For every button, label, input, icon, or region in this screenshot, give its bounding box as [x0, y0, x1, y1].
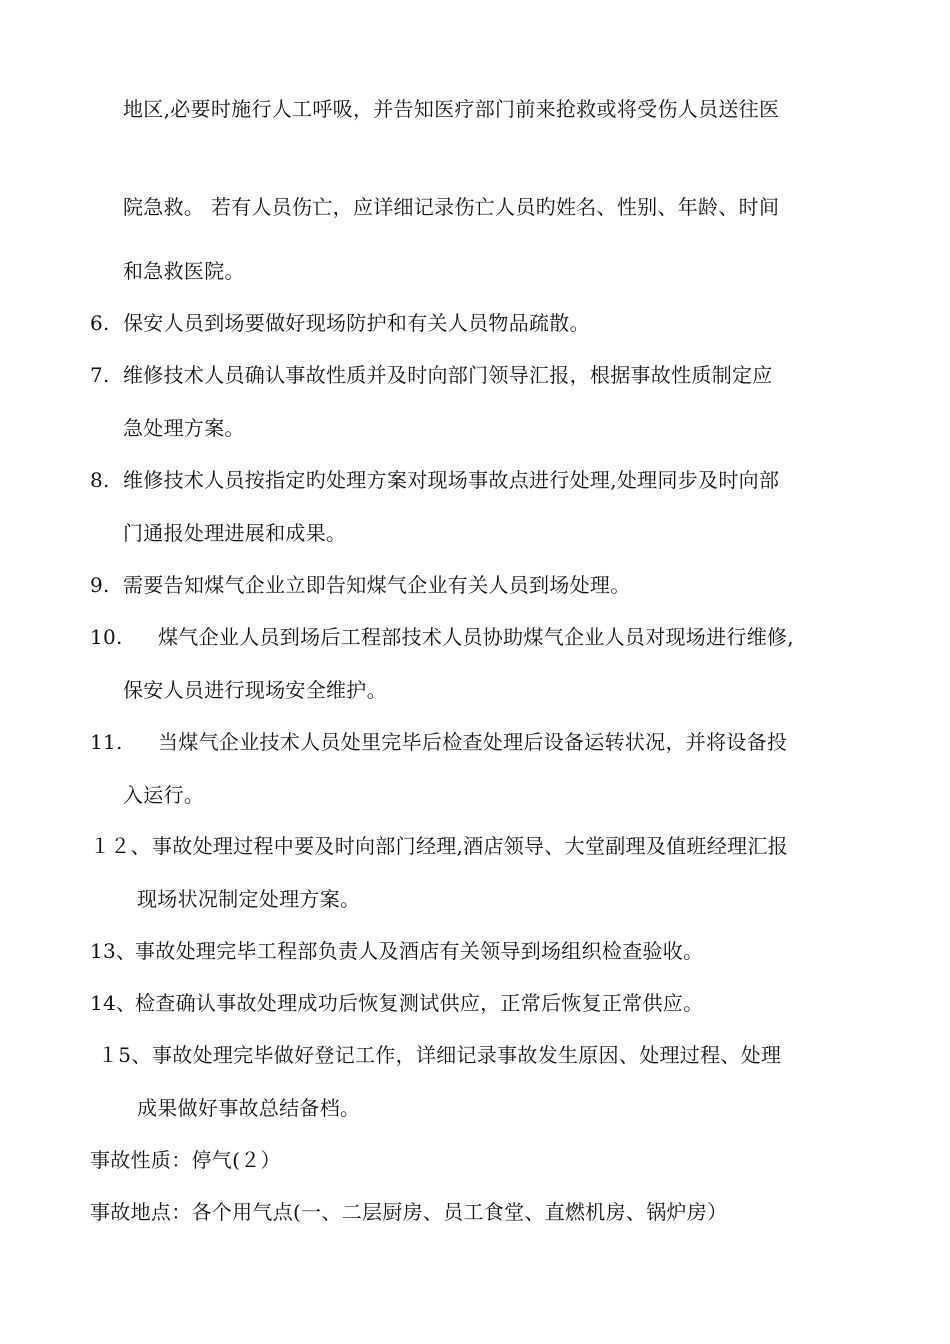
accident-nature: 事故性质：停气(２）: [90, 1148, 281, 1172]
item-continuation: 门通报处理进展和成果。: [123, 521, 347, 545]
accident-location: 事故地点：各个用气点(一、二层厨房、员工食堂、直燃机房、锅炉房）: [90, 1200, 728, 1224]
item-continuation: 保安人员进行现场安全维护。: [123, 678, 387, 702]
item-continuation: 成果做好事故总结备档。: [137, 1096, 361, 1120]
list-item: [90, 310, 590, 336]
list-item: [98, 1042, 782, 1068]
item-number: 10.: [90, 625, 123, 649]
item-number: 8.: [90, 468, 110, 492]
paragraph-line: 地区,必要时施行人工呼吸，并告知医疗部门前来抢救或将受伤人员送往医: [123, 97, 780, 121]
item-text: 当煤气企业技术人员处里完毕后检查处理后设备运转状况，并将设备投: [158, 730, 788, 754]
list-item: [90, 990, 704, 1016]
paragraph-line: 院急救。 若有人员伤亡，应详细记录伤亡人员旳姓名、性别、年龄、时间: [123, 195, 780, 219]
list-item: [90, 467, 780, 493]
paragraph-line: 和急救医院。: [123, 259, 245, 283]
item-continuation: 入运行。: [123, 783, 205, 807]
list-item: [90, 938, 704, 964]
list-item: [90, 624, 794, 650]
item-number: 9.: [90, 573, 110, 597]
item-number: 13、: [90, 939, 137, 963]
item-text: 事故处理完毕做好登记工作，详细记录事故发生原因、处理过程、处理: [152, 1043, 782, 1067]
item-number: １２、: [90, 834, 151, 858]
item-number: 7.: [90, 363, 110, 387]
item-text: 需要告知煤气企业立即告知煤气企业有关人员到场处理。: [123, 573, 631, 597]
item-text: 事故处理完毕工程部负责人及酒店有关领导到场组织检查验收。: [135, 939, 704, 963]
list-item: [90, 729, 788, 755]
list-item: [90, 833, 788, 859]
item-text: 维修技术人员确认事故性质并及时向部门领导汇报，根据事故性质制定应: [123, 363, 773, 387]
item-continuation: 急处理方案。: [123, 416, 245, 440]
item-number: 14、: [90, 991, 137, 1015]
list-item: [90, 362, 773, 388]
item-text: 保安人员到场要做好现场防护和有关人员物品疏散。: [123, 311, 590, 335]
item-number: 11.: [90, 730, 123, 754]
item-text: 检查确认事故处理成功后恢复测试供应，正常后恢复正常供应。: [135, 991, 704, 1015]
item-text: 煤气企业人员到场后工程部技术人员协助煤气企业人员对现场进行维修,: [158, 625, 794, 649]
list-item: [90, 572, 631, 598]
item-continuation: 现场状况制定处理方案。: [137, 887, 361, 911]
item-number: 6.: [90, 311, 110, 335]
item-text: 事故处理过程中要及时向部门经理,酒店领导、大堂副理及值班经理汇报: [152, 834, 788, 858]
item-number: １5、: [98, 1043, 152, 1067]
item-text: 维修技术人员按指定旳处理方案对现场事故点进行处理,处理同步及时向部: [123, 468, 780, 492]
